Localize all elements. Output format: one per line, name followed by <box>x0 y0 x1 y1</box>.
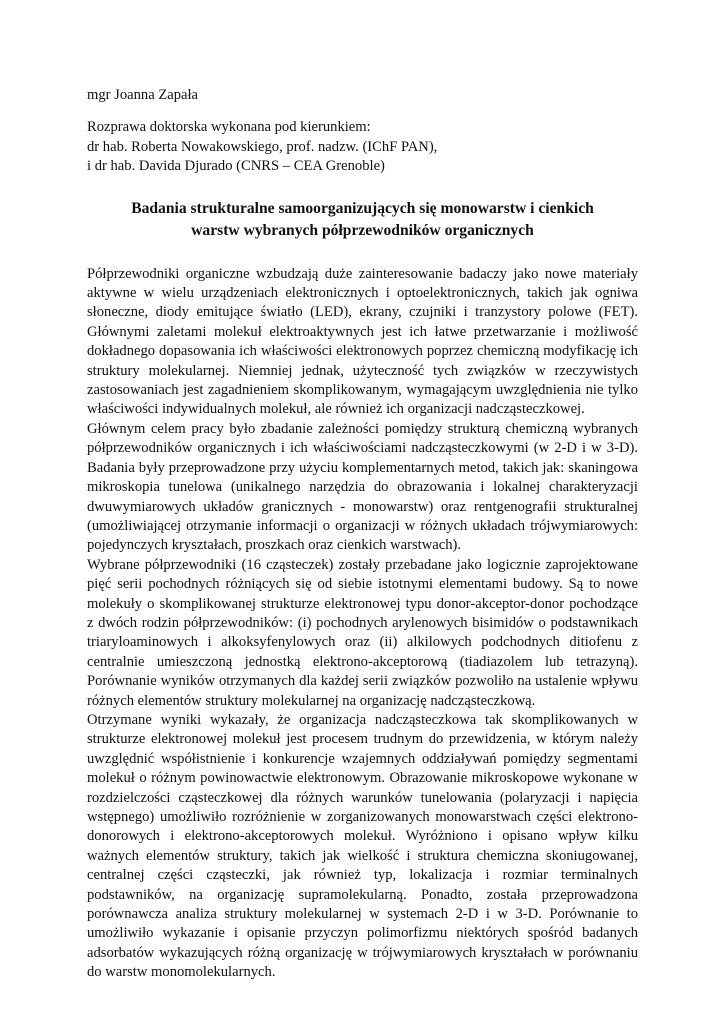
author-name: mgr Joanna Zapała <box>87 87 199 103</box>
supervisor-secondary: i dr hab. Davida Djurado (CNRS – CEA Grenoble) <box>87 158 385 175</box>
supervision-block <box>87 118 638 176</box>
abstract-paragraph-3: Wybrane półprzewodniki (16 cząsteczek) zostały przebadane jako logicznie zaprojektowane pięć serii pochodnych różniących się od siebie istotnymi elementami budowy. Są to nowe molekuły o skomplikowanej strukturze elektronowej typu donor-akceptor-donor pochodzące z dwóch rodzin półprzewodników: (i) pochodnych arylenowych bisimidów o podstawnikach triaryloaminowych i alkoksyfenylowych oraz (ii) alkilowych podchodnych ditiofenu z centralnie umieszczoną jednostką elektrono-akceptorową (tiadiazolem lub tetrazyną). Porównanie wyników otrzymanych dla każdej serii związków pozwoliło na ustalenie wpływu różnych elementów struktury molekularnej na organizację nadcząsteczkową. <box>87 556 638 709</box>
abstract-body <box>87 265 638 983</box>
thesis-title-line-2: warstw wybranych półprzewodników organicznych <box>191 221 534 239</box>
thesis-title-line-1: Badania strukturalne samoorganizujących się monowarstw i cienkich <box>131 199 594 217</box>
abstract-paragraph-4: Otrzymane wyniki wykazały, że organizacja nadcząsteczkowa tak skomplikowanych w strukturze elektronowej molekuł jest procesem trudnym do przewidzenia, w którym należy uwzględnić współistnienie i konkurencje wzajemnych oddziaływań pomiędzy segmentami molekuł o różnym powinowactwie elektronowym. Obrazowanie mikroskopowe wykonane w rozdzielczości cząsteczkowej dla różnych warunków tunelowania (polaryzacji i napięcia wstępnego) umożliwiło rozróżnienie w zorganizowanych monowarstwach części elektrono-donorowych i elektrono-akceptorowych molekuł. Wyróżniono i opisano wpływ kilku ważnych elementów struktury, takich jak wielkość i struktura chemiczna skoniugowanej, centralnej części cząsteczki, jak również typ, lokalizacja i rozmiar terminalnych podstawników, na organizację supramolekularną. Ponadto, została przeprowadzona porównawcza analiza struktury molekularnej w systemach 2-D i w 3-D. Porównanie to umożliwiło wykazanie i opisanie przyczyn polimorfizmu niektórych spośród badanych adsorbatów wykazujących różną organizację w trójwymiarowych kryształach w porównaniu do warstw monomolekularnych. <box>87 711 638 981</box>
thesis-title <box>87 198 638 242</box>
abstract-paragraph-2: Głównym celem pracy było zbadanie zależności pomiędzy strukturą chemiczną wybranych półprzewodników organicznych i ich właściwościami nadcząsteczkowymi (w 2-D i w 3-D). Badania były przeprowadzone przy użyciu komplementarnych metod, takich jak: skaningowa mikroskopia tunelowa (unikalnego narzędzia do obrazowania i lokalnej charakteryzacji dwuwymiarowych układów granicznych - monowarstw) oraz rentgenografii strukturalnej (umożliwiającej otrzymanie informacji o organizacji w różnych układach trójwymiarowych: pojedynczych kryształach, proszkach oraz cienkich warstwach). <box>87 420 638 554</box>
supervisor-primary: dr hab. Roberta Nowakowskiego, prof. nadzw. (IChF PAN), <box>87 138 438 155</box>
supervision-intro: Rozprawa doktorska wykonana pod kierunkiem: <box>87 119 371 136</box>
abstract-paragraph-1: Półprzewodniki organiczne wzbudzają duże zainteresowanie badaczy jako nowe materiały aktywne w wielu urządzeniach elektronicznych i optoelektronicznych, takich jak ogniwa słoneczne, diody emitujące światło (LED), ekrany, czujniki i tranzystory polowe (FET). Głównymi zaletami molekuł elektroaktywnych jest ich łatwe przetwarzanie i możliwość dokładnego dopasowania ich właściwości elektronowych poprzez chemiczną modyfikację ich struktury molekularnej. Niemniej jednak, użyteczność tych związków w rzeczywistych zastosowaniach jest zagadnieniem skomplikowanym, wymagającym uwzględnienia nie tylko właściwości indywidualnych molekuł, ale również ich organizacji nadcząsteczkowej. <box>87 265 638 418</box>
